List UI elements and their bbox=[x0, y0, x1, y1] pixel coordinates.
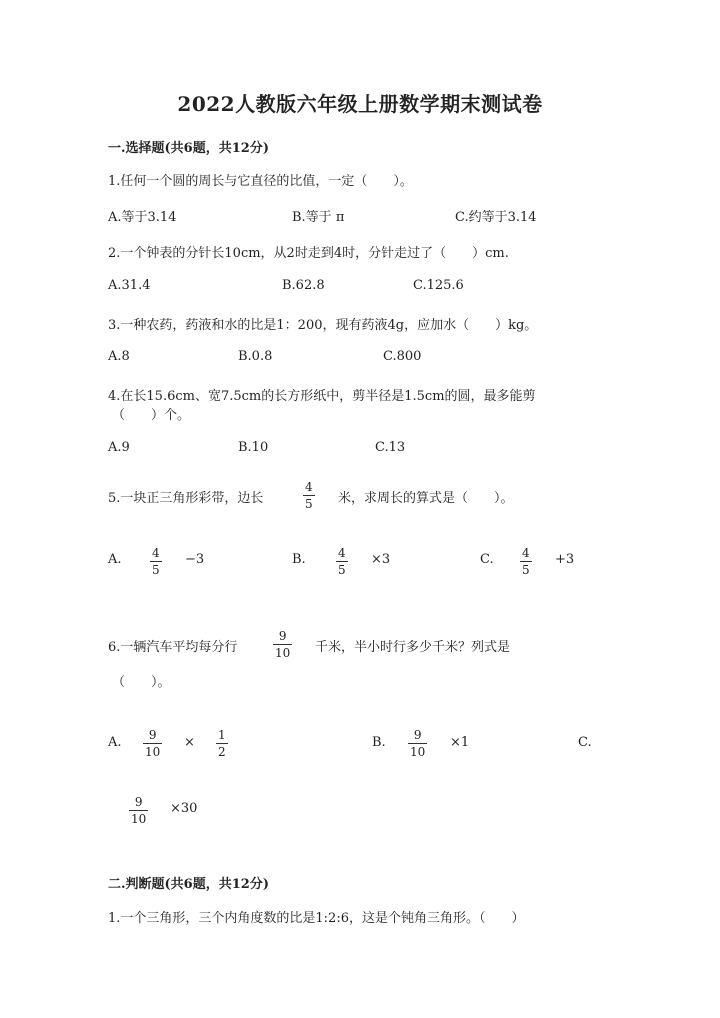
q5-option-c-fraction bbox=[520, 546, 532, 577]
question-6-line2: （ ）。 bbox=[112, 675, 171, 690]
q6-option-c-fraction bbox=[129, 795, 148, 826]
question-5-prefix: 5.一块正三角形彩带，边长 bbox=[108, 491, 264, 506]
q5-b-numerator: 4 bbox=[338, 546, 346, 560]
q5-option-b-fraction bbox=[336, 546, 348, 577]
q3-option-a: A.8 bbox=[108, 349, 130, 364]
question-4-text-line2: （ ）个。 bbox=[112, 408, 191, 423]
q5-fraction bbox=[303, 480, 315, 511]
q5-fraction-numerator: 4 bbox=[305, 480, 313, 494]
question-5-suffix: 米，求周长的算式是（ ）。 bbox=[338, 491, 514, 506]
q4-option-b: B.10 bbox=[238, 440, 269, 455]
q6-option-c-label: C. bbox=[578, 735, 592, 750]
section-heading-judgment: 二.判断题(共6题，共12分) bbox=[108, 877, 269, 892]
q6-option-a-label: A. bbox=[108, 735, 122, 750]
q6-fraction-denominator: 10 bbox=[275, 646, 291, 660]
q5-option-b-op: ×3 bbox=[371, 552, 391, 567]
q6-a-numerator: 9 bbox=[148, 728, 157, 742]
q4-option-c: C.13 bbox=[375, 440, 406, 455]
question-4-text-line1: 4.在长15.6cm、宽7.5cm的长方形纸中，剪半径是1.5cm的圆，最多能剪 bbox=[108, 389, 536, 404]
question-3-text: 3.一种农药，药液和水的比是1：200，现有药液4g，应加水（ ）kg。 bbox=[108, 318, 538, 333]
question-2-text: 2.一个钟表的分针长10cm，从2时走到4时，分针走过了（ ）cm. bbox=[108, 246, 509, 261]
question-6-suffix: 千米，半小时行多少千米？列式是 bbox=[315, 640, 511, 655]
q1-option-b: B.等于 π bbox=[292, 210, 345, 225]
section-heading-choice: 一.选择题(共6题，共12分) bbox=[108, 141, 269, 156]
q6-option-b-op: ×1 bbox=[450, 735, 470, 750]
q6-c-numerator: 9 bbox=[134, 795, 143, 809]
q1-option-a: A.等于3.14 bbox=[108, 210, 177, 225]
q5-c-numerator: 4 bbox=[522, 546, 530, 560]
q6-option-a-fraction bbox=[143, 728, 162, 759]
question-6-prefix: 6.一辆汽车平均每分行 bbox=[108, 640, 238, 655]
judgment-1-text: 1.一个三角形，三个内角度数的比是1:2:6，这是个钝角三角形。（ ） bbox=[108, 911, 525, 926]
q5-option-a-label: A. bbox=[108, 552, 122, 567]
q5-option-a-op: −3 bbox=[185, 552, 205, 567]
q1-option-c: C.约等于3.14 bbox=[455, 210, 537, 225]
q6-a-denominator: 10 bbox=[145, 745, 161, 759]
q2-option-b: B.62.8 bbox=[282, 278, 325, 293]
q6-b-denominator: 10 bbox=[410, 745, 426, 759]
q5-option-a-fraction bbox=[150, 546, 162, 577]
q6-a-denominator2: 2 bbox=[218, 745, 226, 759]
q2-option-c: C.125.6 bbox=[413, 278, 464, 293]
q6-b-numerator: 9 bbox=[413, 728, 422, 742]
q6-option-b-fraction bbox=[408, 728, 427, 759]
q4-option-a: A.9 bbox=[108, 440, 130, 455]
q3-option-b: B.0.8 bbox=[238, 349, 273, 364]
q5-a-numerator: 4 bbox=[152, 546, 160, 560]
q2-option-a: A.31.4 bbox=[108, 278, 151, 293]
q5-fraction-denominator: 5 bbox=[305, 497, 313, 511]
q5-option-b-label: B. bbox=[292, 552, 306, 567]
q5-a-denominator: 5 bbox=[152, 563, 160, 577]
q6-c-denominator: 10 bbox=[131, 812, 147, 826]
q6-option-a-fraction2 bbox=[216, 728, 228, 759]
q5-option-c-op: +3 bbox=[555, 552, 575, 567]
q6-option-b-label: B. bbox=[372, 735, 386, 750]
question-1-text: 1.任何一个圆的周长与它直径的比值，一定（ ）。 bbox=[108, 174, 413, 189]
q6-fraction-numerator: 9 bbox=[278, 629, 287, 643]
q6-option-c-op: ×30 bbox=[170, 801, 198, 816]
q5-b-denominator: 5 bbox=[338, 563, 346, 577]
q3-option-c: C.800 bbox=[383, 349, 422, 364]
q6-fraction bbox=[273, 629, 292, 660]
q6-a-numerator2: 1 bbox=[218, 728, 226, 742]
q5-c-denominator: 5 bbox=[522, 563, 530, 577]
q5-option-c-label: C. bbox=[480, 552, 494, 567]
page-title: 2022人教版六年级上册数学期末测试卷 bbox=[177, 92, 543, 116]
q6-option-a-op: × bbox=[184, 735, 195, 750]
